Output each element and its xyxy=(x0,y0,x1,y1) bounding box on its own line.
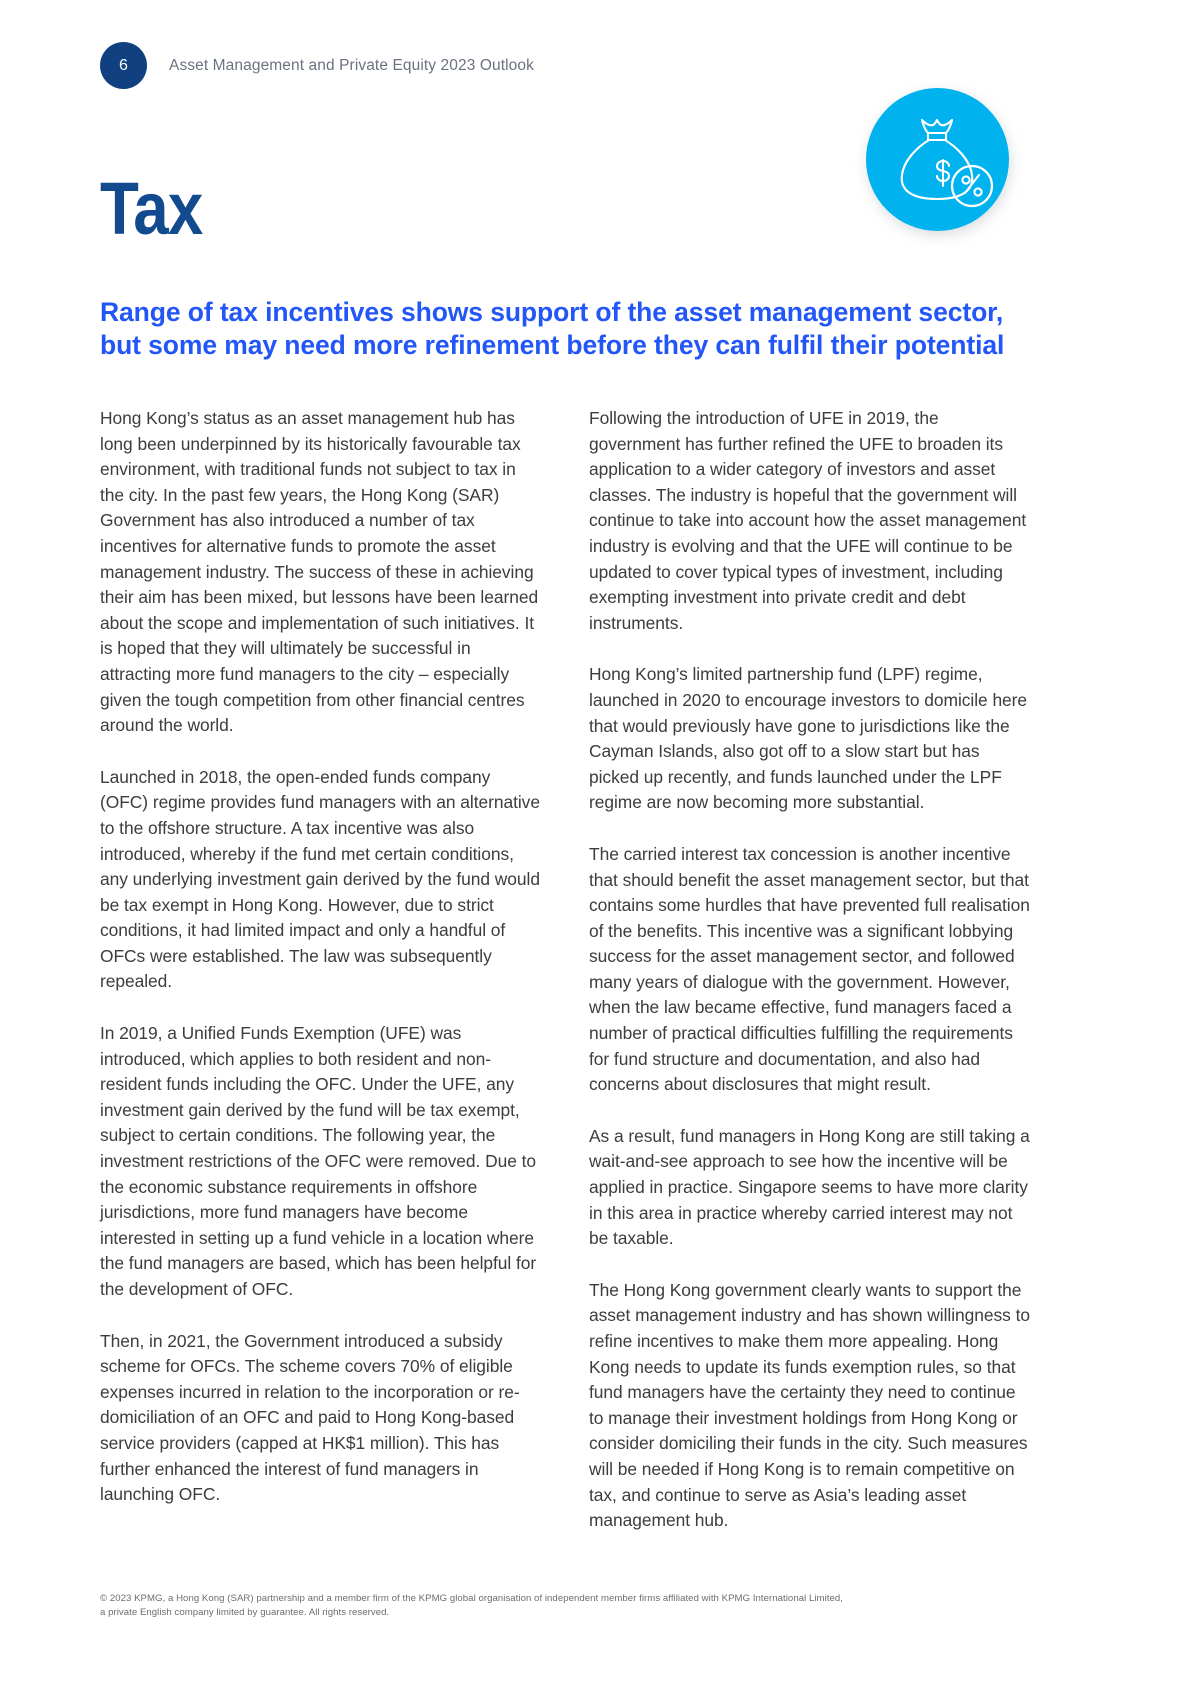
paragraph: In 2019, a Unified Funds Exemption (UFE) was introduced, which applies to both resident and non-resident funds including the OFC. Under the UFE, any investment gain derived by the fund will be tax exempt, subject to certain conditions. The following year, the investment restrictions of the OFC were removed. Due to the economic substance requirements in offshore jurisdictions, more fund managers have become interested in setting up a fund vehicle in a location where the fund managers are based, which has been helpful for the development of OFC. xyxy=(100,1023,537,1299)
document-title: Asset Management and Private Equity 2023 Outlook xyxy=(169,56,534,74)
footer-line-2: a private English company limited by guarantee. All rights reserved. xyxy=(100,1607,390,1618)
page-header xyxy=(100,42,534,89)
paragraph: The Hong Kong government clearly wants to support the asset management industry and has shown willingness to refine incentives to make them more appealing. Hong Kong needs to update its funds exemption rules, so that fund managers have the certainty they need to continue to manage their investment holdings from Hong Kong or consider domiciling their funds in the city. Such measures will be needed if Hong Kong is to remain competitive on tax, and continue to serve as Asia’s leading asset management hub. xyxy=(589,1279,1031,1531)
page-title: Tax xyxy=(100,167,203,250)
paragraph: Hong Kong’s limited partnership fund (LPF) regime, launched in 2020 to encourage investors to domicile here that would previously have gone to jurisdictions like the Cayman Islands, also got off to a slow start but has picked up recently, and funds launched under the LPF regime are now becoming more substantial. xyxy=(589,664,1028,813)
paragraph: Launched in 2018, the open-ended funds company (OFC) regime provides fund managers with an alternative to the offshore structure. A tax incentive was also introduced, whereby if the fund met certain conditions, any underlying investment gain derived by the fund would be tax exempt in Hong Kong. However, due to strict conditions, it had limited impact and only a handful of OFCs were established. The law was subsequently repealed. xyxy=(100,766,540,992)
footer-copyright xyxy=(100,1592,1060,1620)
paragraph: As a result, fund managers in Hong Kong are still taking a wait-and-see approach to see how the incentive will be applied in practice. Singapore seems to have more clarity in this area in practice whereby carried interest may not be taxable. xyxy=(589,1125,1030,1249)
section-heading xyxy=(100,296,1030,362)
paragraph: The carried interest tax concession is another incentive that should benefit the asset management sector, but that contains some hurdles that have prevented full realisation of the benefits. This incentive was a significant lobbying success for the asset management sector, and followed many years of dialogue with the government. However, when the law became effective, fund managers faced a number of practical difficulties fulfilling the requirements for fund structure and documentation, and also had concerns about disclosures that might result. xyxy=(589,843,1030,1095)
money-bag-glyph xyxy=(866,88,1009,231)
left-column xyxy=(100,406,541,1534)
section-heading-line-2: but some may need more refinement before they can fulfil their potential xyxy=(100,330,1005,360)
paragraph: Following the introduction of UFE in 2019, the government has further refined the UFE to broaden its application to a wider category of investors and asset classes. The industry is hopeful that the government will continue to take into account how the asset management industry is evolving and that the UFE will continue to be updated to cover typical types of investment, including exempting investment into private credit and debt instruments. xyxy=(589,408,1027,633)
money-bag-percent-icon xyxy=(866,88,1012,234)
paragraph: Hong Kong’s status as an asset management hub has long been underpinned by its historically favourable tax environment, with traditional funds not subject to tax in the city. In the past few years, the Hong Kong (SAR) Government has also introduced a number of tax incentives for alternative funds to promote the asset management industry. The success of these in achieving their aim has been mixed, but lessons have been learned about the scope and implementation of such initiatives. It is hoped that they will ultimately be successful in attracting more fund managers to the city – especially given the tough competition from other financial centres around the world. xyxy=(100,408,539,736)
right-column xyxy=(589,406,1030,1534)
paragraph: Then, in 2021, the Government introduced a subsidy scheme for OFCs. The scheme covers 70% of eligible expenses incurred in relation to the incorporation or re-domiciliation of an OFC and paid to Hong Kong-based service providers (capped at HK$1 million). This has further enhanced the interest of fund managers in launching OFC. xyxy=(100,1330,520,1505)
section-heading-line-1: Range of tax incentives shows support of the asset management sector, xyxy=(100,297,1004,327)
page-number-badge: 6 xyxy=(100,42,147,89)
footer-line-1: © 2023 KPMG, a Hong Kong (SAR) partnership and a member firm of the KPMG global organisation of independent member firms affiliated with KPMG International Limited, xyxy=(100,1593,843,1604)
body-columns xyxy=(100,406,1030,1534)
